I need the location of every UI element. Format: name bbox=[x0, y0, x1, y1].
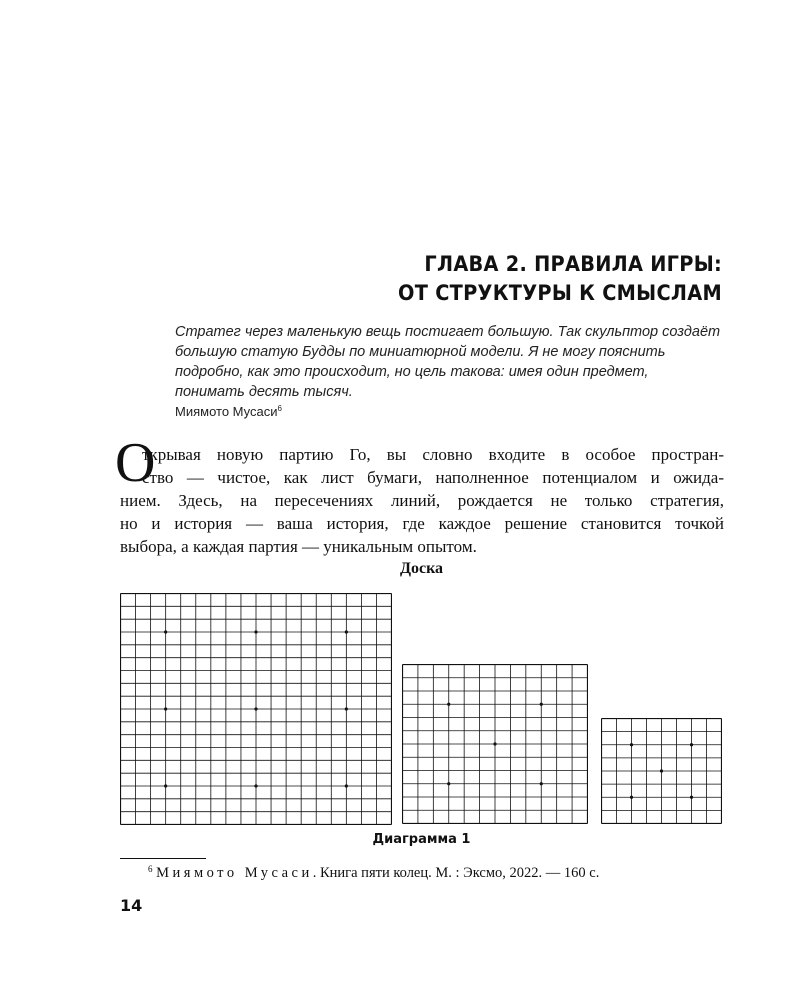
hoshi-point bbox=[345, 784, 348, 787]
paragraph-line: нием. Здесь, на пересечениях линий, рождается не только стратегия, bbox=[120, 491, 724, 510]
hoshi-point bbox=[540, 782, 543, 785]
footnote-author: Миямото Мусаси bbox=[156, 865, 313, 881]
drop-cap: О bbox=[115, 432, 156, 494]
chapter-title-line-1: ГЛАВА 2. ПРАВИЛА ИГРЫ: bbox=[424, 252, 722, 276]
epigraph-author-name: Миямото Мусаси bbox=[175, 404, 278, 419]
go-board-13x13 bbox=[402, 664, 588, 824]
epigraph-author bbox=[175, 404, 282, 419]
paragraph-line: но и история — ваша история, где каждое решение становится точкой bbox=[120, 514, 724, 533]
chapter-title-line-2: ОТ СТРУКТУРЫ К СМЫСЛАМ bbox=[398, 281, 722, 305]
epigraph-line: понимать десять тысяч. bbox=[175, 384, 353, 400]
hoshi-point bbox=[690, 743, 693, 746]
epigraph-line: подробно, как это происходит, но цель такова: имея один предмет, bbox=[175, 364, 649, 380]
go-board-19x19-grid bbox=[120, 593, 392, 825]
hoshi-point bbox=[447, 703, 450, 706]
hoshi-point bbox=[447, 782, 450, 785]
paragraph-line: ство — чистое, как лист бумаги, наполненное потенциалом и ожида- bbox=[142, 468, 724, 487]
hoshi-point bbox=[690, 796, 693, 799]
hoshi-point bbox=[164, 784, 167, 787]
paragraph-line: выбора, а каждая партия — уникальным опытом. bbox=[120, 537, 477, 556]
epigraph bbox=[175, 322, 735, 402]
go-board-13x13-grid bbox=[402, 664, 588, 824]
paragraph-line: ткрывая новую партию Го, вы словно входите в особое простран- bbox=[142, 445, 724, 464]
chapter-title bbox=[244, 250, 722, 308]
epigraph-line: Стратег через маленькую вещь постигает большую. Так скульптор создаёт bbox=[175, 324, 721, 340]
diagram-title: Доска bbox=[399, 560, 444, 577]
hoshi-point bbox=[630, 743, 633, 746]
footnote-text: . Книга пяти колец. М. : Эксмо, 2022. — 160 с. bbox=[312, 865, 600, 881]
go-board-9x9-grid bbox=[601, 718, 722, 824]
footnote-reference[interactable]: 6 bbox=[277, 404, 282, 413]
hoshi-point bbox=[254, 630, 257, 633]
hoshi-point bbox=[254, 707, 257, 710]
footnote bbox=[148, 864, 599, 882]
footnote-number: 6 bbox=[148, 864, 153, 874]
go-board-19x19 bbox=[120, 593, 392, 825]
hoshi-point bbox=[345, 630, 348, 633]
hoshi-point bbox=[164, 707, 167, 710]
hoshi-point bbox=[164, 630, 167, 633]
hoshi-point bbox=[540, 703, 543, 706]
hoshi-point bbox=[493, 742, 496, 745]
hoshi-point bbox=[254, 784, 257, 787]
hoshi-point bbox=[660, 769, 663, 772]
epigraph-line: большую статую Будды по миниатюрной модели. Я не могу пояснить bbox=[175, 344, 666, 360]
go-board-9x9 bbox=[601, 718, 722, 824]
footnote-divider bbox=[120, 858, 206, 859]
body-paragraph bbox=[120, 443, 724, 558]
diagram-caption: Диаграмма 1 bbox=[372, 832, 471, 847]
hoshi-point bbox=[345, 707, 348, 710]
page-number: 14 bbox=[120, 896, 143, 915]
hoshi-point bbox=[630, 796, 633, 799]
